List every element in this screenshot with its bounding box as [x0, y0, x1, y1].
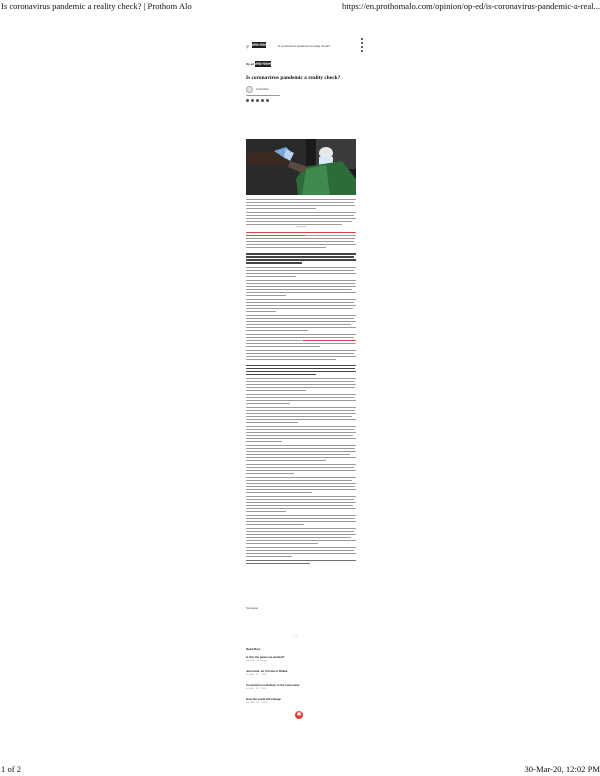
- menu-icon[interactable]: [360, 38, 363, 53]
- related-item-4-title[interactable]: How the world will change: [246, 697, 281, 701]
- related-item-1-date: Sat, Mar... 30 min ago: [246, 660, 268, 662]
- search-icon[interactable]: ⚲: [246, 44, 249, 49]
- print-timestamp: 30-Mar-20, 12:02 PM: [524, 764, 600, 774]
- related-item-2-date: Fri, Mar... 27 ... 2020: [246, 674, 267, 676]
- related-item-3-title[interactable]: Coronavirus lockdown in the rural areas: [246, 683, 300, 687]
- divider-mark: +++++++: [295, 226, 307, 229]
- email-icon[interactable]: [261, 99, 264, 102]
- author-avatar: [246, 86, 253, 93]
- article-photo: [246, 139, 356, 195]
- article-title: Is coronavirus pandemic a reality check?: [246, 75, 341, 81]
- section-label[interactable]: Op-ed: [246, 62, 255, 66]
- print-icon[interactable]: [266, 99, 269, 102]
- article-page: [246, 38, 366, 754]
- author-name[interactable]: Sofia Islam: [256, 88, 269, 91]
- print-footer: [0, 764, 600, 776]
- related-item-4-date: Sat, Mar... 28 ... 2020: [246, 702, 267, 704]
- article-end-label: Newspaper: [246, 607, 259, 610]
- header-article-title: Is coronavirus pandemic a reality check?: [278, 44, 331, 48]
- related-item-1-title[interactable]: Is this the peace we wanted?: [246, 655, 285, 659]
- related-item-2-title[interactable]: Join hand, do it home in Dhaka: [246, 669, 288, 673]
- facebook-icon[interactable]: [246, 99, 249, 102]
- print-page-url: https://en.prothomalo.com/opinion/op-ed/is-coronavirus-pandemic-a-real...: [342, 1, 600, 11]
- print-page-title: Is coronavirus pandemic a reality check? | Prothom Alo: [1, 1, 192, 11]
- section-logo: প্রথম আলো: [255, 62, 272, 66]
- read-more-heading: Read More: [246, 647, 261, 651]
- linkedin-icon[interactable]: [256, 99, 259, 102]
- inline-link[interactable]: [246, 232, 356, 233]
- twitter-icon[interactable]: [251, 99, 254, 102]
- print-page-count: 1 of 2: [1, 764, 22, 774]
- related-item-3-date: Fri, Mar... 27 ... 2020: [246, 688, 267, 690]
- red-star-icon[interactable]: ✱: [296, 711, 302, 718]
- prev-next-arrows[interactable]: ‹ ›: [294, 634, 297, 638]
- publish-meta: [246, 95, 280, 96]
- site-logo[interactable]: প্রথম আলো: [252, 43, 269, 47]
- print-header: [0, 1, 600, 13]
